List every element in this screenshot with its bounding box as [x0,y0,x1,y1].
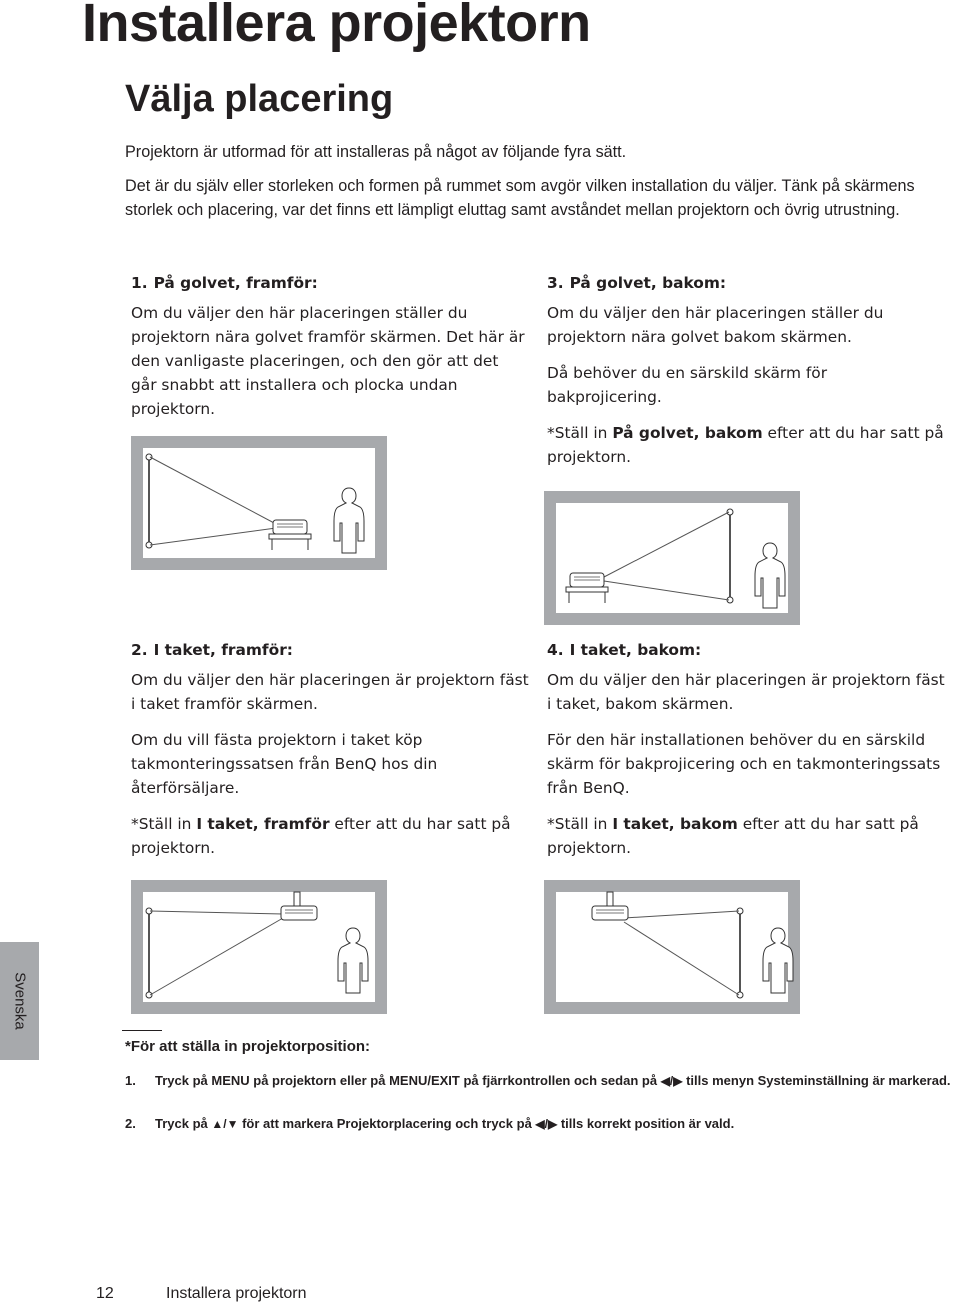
intro-paragraph-1: Projektorn är utformad för att installeras på något av följande fyra sätt. [125,143,627,161]
section-title: Välja placering [125,78,394,120]
option-description: Om du väljer den här placeringen är projektorn fäst i taket framför skärmen. [131,671,529,713]
option-set-instruction: *Ställ in I taket, framför efter att du har satt på projektorn. [131,815,511,857]
footer-title: Installera projektorn [166,1285,307,1302]
page-number: 12 [96,1285,114,1302]
step-number: 1. [125,1073,136,1088]
option-heading: 3. På golvet, bakom: [547,274,727,292]
up-down-arrow-icon: ▲/▼ [211,1117,239,1131]
side-tab-label: Svenska [11,972,28,1030]
option-description: Om du väljer den här placeringen ställer du projektorn nära golvet bakom skärmen. [547,304,884,346]
option-description: Då behöver du en särskild skärm för bakprojicering. [547,364,828,406]
option-heading: 4. I taket, bakom: [547,641,702,659]
ceiling-rear-diagram [544,880,800,1014]
ceiling-front-diagram [131,880,387,1014]
notes-title: *För att ställa in projektorposition: [125,1038,371,1055]
left-right-arrow-icon: ◀/▶ [535,1117,558,1131]
option-description: Om du väljer den här placeringen ställer du projektorn nära golvet framför skärmen. Det här är den vanligaste placeringen, och den gör att det går snabbt att installera och plocka undan projektorn. [131,304,525,418]
option-description: Om du väljer den här placeringen är projektorn fäst i taket, bakom skärmen. [547,671,945,713]
option-heading: 1. På golvet, framför: [131,274,318,292]
option-heading: 2. I taket, framför: [131,641,293,659]
option-description: För den här installationen behöver du en särskild skärm för bakprojicering och en takmonteringssats från BenQ. [547,731,941,797]
notes-divider [122,1030,162,1031]
language-side-tab [0,942,39,1060]
option-floor-rear [547,271,952,469]
option-description: Om du vill fästa projektorn i taket köp takmonteringssatsen från BenQ hos din återförsäljare. [131,731,438,797]
option-ceiling-front [131,638,536,860]
step-number: 2. [125,1116,136,1131]
left-right-arrow-icon: ◀/▶ [660,1074,683,1088]
option-set-instruction: *Ställ in I taket, bakom efter att du har satt på projektorn. [547,815,919,857]
chapter-title: Installera projektorn [82,0,591,53]
intro-paragraph-2: Det är du själv eller storleken och formen på rummet som avgör vilken installation du väljer. Tänk på skärmens storlek och placering, var det finns ett lämpligt eluttag samt avståndet mellan projektorn och övrig utrustning. [125,177,915,219]
floor-front-diagram [131,436,387,570]
note-step-1: 1. Tryck på MENU på projektorn eller på MENU/EXIT på fjärrkontrollen och sedan på ◀/▶ tills menyn Systeminställning är markerad. [125,1073,951,1088]
option-set-instruction: *Ställ in På golvet, bakom efter att du har satt på projektorn. [547,424,944,466]
option-floor-front [131,271,526,421]
floor-rear-diagram [544,491,800,625]
note-step-2: 2. Tryck på ▲/▼ för att markera Projektorplacering och tryck på ◀/▶ tills korrekt position är vald. [125,1116,735,1131]
option-ceiling-rear [547,638,957,860]
